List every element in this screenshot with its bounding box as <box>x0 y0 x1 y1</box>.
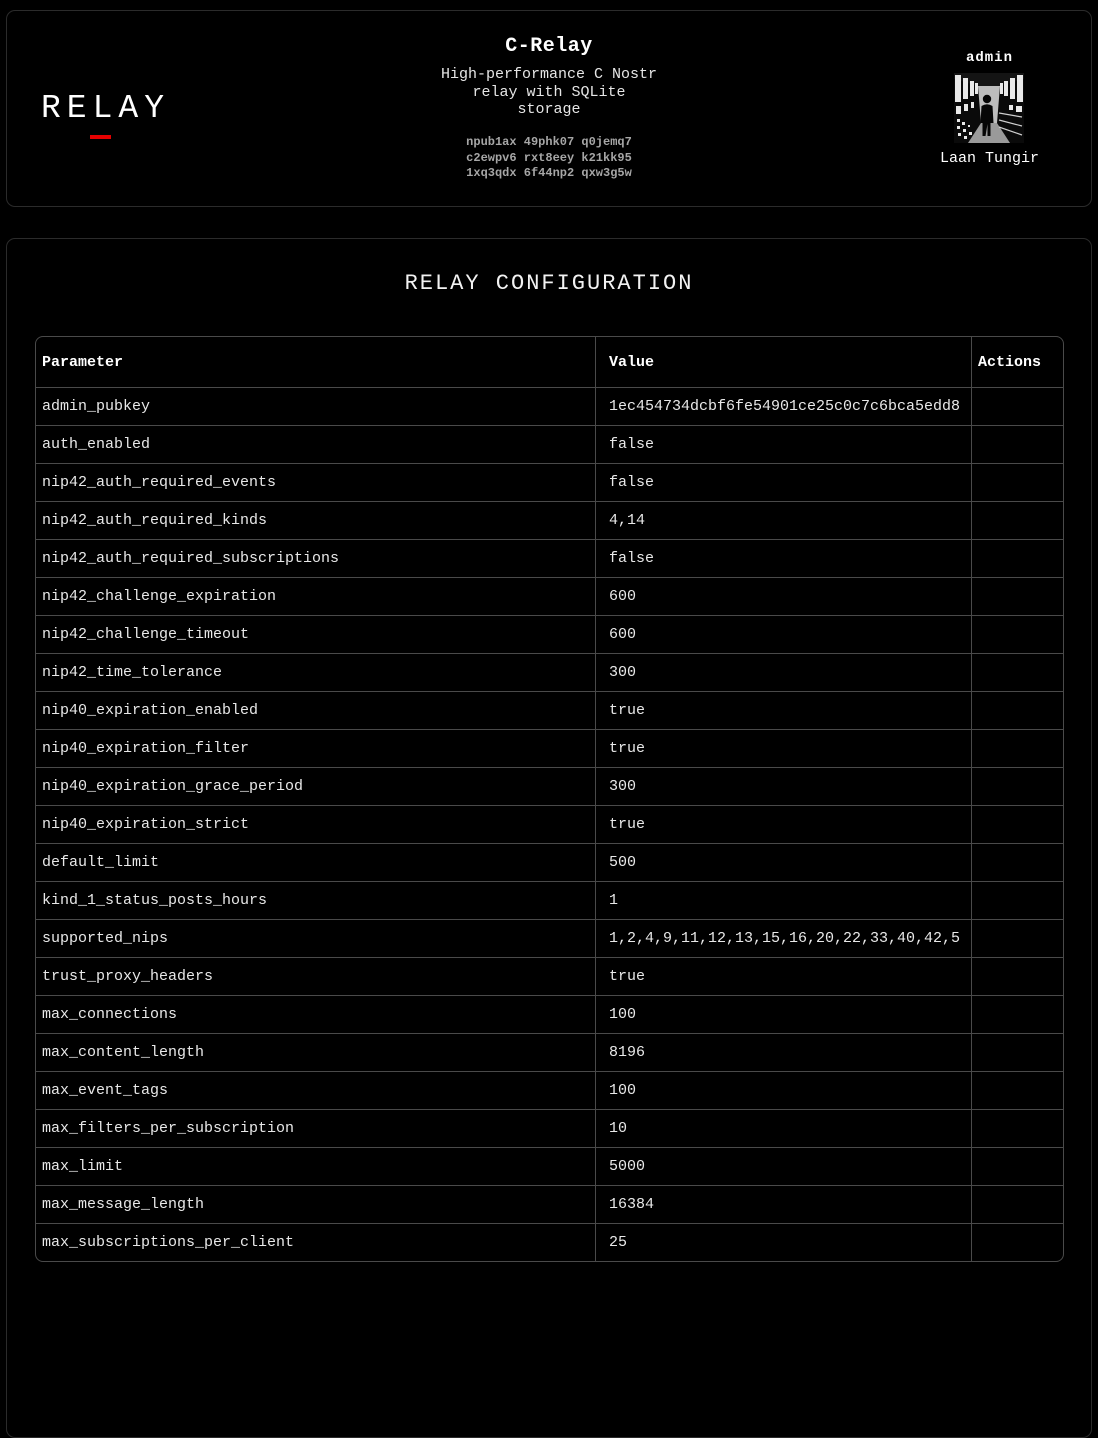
value-cell: 4,14 <box>595 501 971 539</box>
param-cell: max_subscriptions_per_client <box>36 1223 595 1261</box>
value-cell: 25 <box>595 1223 971 1261</box>
subtitle-line: High-performance C Nostr <box>440 66 658 84</box>
param-cell: nip42_auth_required_events <box>36 463 595 501</box>
actions-cell <box>971 881 1063 919</box>
logo-accent-bar <box>90 135 111 139</box>
actions-cell <box>971 615 1063 653</box>
table-row <box>36 805 1063 843</box>
value-cell: 600 <box>595 577 971 615</box>
config-table-body <box>36 387 1063 1261</box>
value-cell: false <box>595 425 971 463</box>
value-cell: 5000 <box>595 1147 971 1185</box>
actions-cell <box>971 501 1063 539</box>
param-cell: trust_proxy_headers <box>36 957 595 995</box>
admin-avatar <box>954 73 1024 143</box>
value-cell: 1ec454734dcbf6fe54901ce25c0c7c6bca5edd8 <box>595 387 971 425</box>
value-cell: 500 <box>595 843 971 881</box>
value-cell: 300 <box>595 653 971 691</box>
param-cell: max_event_tags <box>36 1071 595 1109</box>
relay-npub <box>441 135 657 182</box>
table-row <box>36 577 1063 615</box>
table-row <box>36 615 1063 653</box>
actions-cell <box>971 843 1063 881</box>
actions-cell <box>971 463 1063 501</box>
value-cell: 100 <box>595 995 971 1033</box>
value-cell: false <box>595 463 971 501</box>
actions-cell <box>971 1071 1063 1109</box>
value-cell: true <box>595 957 971 995</box>
actions-cell <box>971 805 1063 843</box>
actions-cell <box>971 767 1063 805</box>
value-cell: 10 <box>595 1109 971 1147</box>
table-row <box>36 995 1063 1033</box>
admin-profile[interactable] <box>940 50 1039 167</box>
admin-role-label: admin <box>965 50 1013 66</box>
param-cell: nip42_challenge_timeout <box>36 615 595 653</box>
param-cell: max_connections <box>36 995 595 1033</box>
table-row <box>36 1185 1063 1223</box>
column-header-parameter: Parameter <box>42 353 124 371</box>
param-cell: supported_nips <box>36 919 595 957</box>
value-cell: 600 <box>595 615 971 653</box>
header-card <box>6 10 1092 207</box>
config-card <box>6 238 1092 1438</box>
param-cell: nip42_auth_required_subscriptions <box>36 539 595 577</box>
value-cell: true <box>595 805 971 843</box>
actions-cell <box>971 1185 1063 1223</box>
subtitle-line: storage <box>517 101 581 119</box>
logo-text: RELAY <box>41 90 171 127</box>
param-cell: nip42_challenge_expiration <box>36 577 595 615</box>
table-row <box>36 539 1063 577</box>
table-row <box>36 729 1063 767</box>
subtitle-line: relay with SQLite <box>472 83 626 101</box>
table-row <box>36 919 1063 957</box>
param-cell: max_message_length <box>36 1185 595 1223</box>
param-cell: nip40_expiration_enabled <box>36 691 595 729</box>
param-cell: admin_pubkey <box>36 387 595 425</box>
table-row <box>36 387 1063 425</box>
value-cell: 300 <box>595 767 971 805</box>
app-subtitle <box>441 66 657 119</box>
value-cell: false <box>595 539 971 577</box>
config-table <box>35 336 1064 1262</box>
value-cell: 16384 <box>595 1185 971 1223</box>
table-row <box>36 843 1063 881</box>
app-title: C-Relay <box>505 35 593 59</box>
value-cell: true <box>595 691 971 729</box>
value-cell: 1 <box>595 881 971 919</box>
table-row <box>36 501 1063 539</box>
npub-line: npub1ax 49phk07 q0jemq7 <box>466 135 632 150</box>
param-cell: max_filters_per_subscription <box>36 1109 595 1147</box>
table-row <box>36 1071 1063 1109</box>
config-title: RELAY CONFIGURATION <box>404 271 694 296</box>
actions-cell <box>971 577 1063 615</box>
npub-line: c2ewpv6 rxt8eey k21kk95 <box>466 150 632 165</box>
param-cell: nip40_expiration_filter <box>36 729 595 767</box>
table-row <box>36 1223 1063 1261</box>
table-row <box>36 691 1063 729</box>
relay-logo <box>41 90 170 127</box>
param-cell: nip42_auth_required_kinds <box>36 501 595 539</box>
header-center <box>441 35 657 182</box>
actions-cell <box>971 957 1063 995</box>
param-cell: kind_1_status_posts_hours <box>36 881 595 919</box>
table-row <box>36 1147 1063 1185</box>
param-cell: nip40_expiration_grace_period <box>36 767 595 805</box>
actions-cell <box>971 653 1063 691</box>
value-cell: 1,2,4,9,11,12,13,15,16,20,22,33,40,42,5 <box>595 919 971 957</box>
actions-cell <box>971 1147 1063 1185</box>
npub-line: 1xq3qdx 6f44np2 qxw3g5w <box>466 166 632 181</box>
actions-cell <box>971 425 1063 463</box>
value-cell: 8196 <box>595 1033 971 1071</box>
table-row <box>36 1033 1063 1071</box>
table-row <box>36 767 1063 805</box>
actions-cell <box>971 1033 1063 1071</box>
actions-cell <box>971 729 1063 767</box>
param-cell: auth_enabled <box>36 425 595 463</box>
column-header-actions: Actions <box>971 337 1063 387</box>
param-cell: default_limit <box>36 843 595 881</box>
actions-cell <box>971 919 1063 957</box>
table-row <box>36 425 1063 463</box>
column-header-value: Value <box>595 337 971 387</box>
param-cell: max_limit <box>36 1147 595 1185</box>
actions-cell <box>971 387 1063 425</box>
value-cell: 100 <box>595 1071 971 1109</box>
param-cell: nip42_time_tolerance <box>36 653 595 691</box>
table-row <box>36 881 1063 919</box>
actions-cell <box>971 691 1063 729</box>
param-cell: max_content_length <box>36 1033 595 1071</box>
actions-cell <box>971 1223 1063 1261</box>
table-row <box>36 653 1063 691</box>
actions-cell <box>971 539 1063 577</box>
param-cell: nip40_expiration_strict <box>36 805 595 843</box>
admin-name: Laan Tungir <box>939 150 1039 167</box>
table-header-row <box>36 337 1063 387</box>
table-row <box>36 957 1063 995</box>
actions-cell <box>971 1109 1063 1147</box>
actions-cell <box>971 995 1063 1033</box>
table-row <box>36 463 1063 501</box>
table-row <box>36 1109 1063 1147</box>
value-cell: true <box>595 729 971 767</box>
